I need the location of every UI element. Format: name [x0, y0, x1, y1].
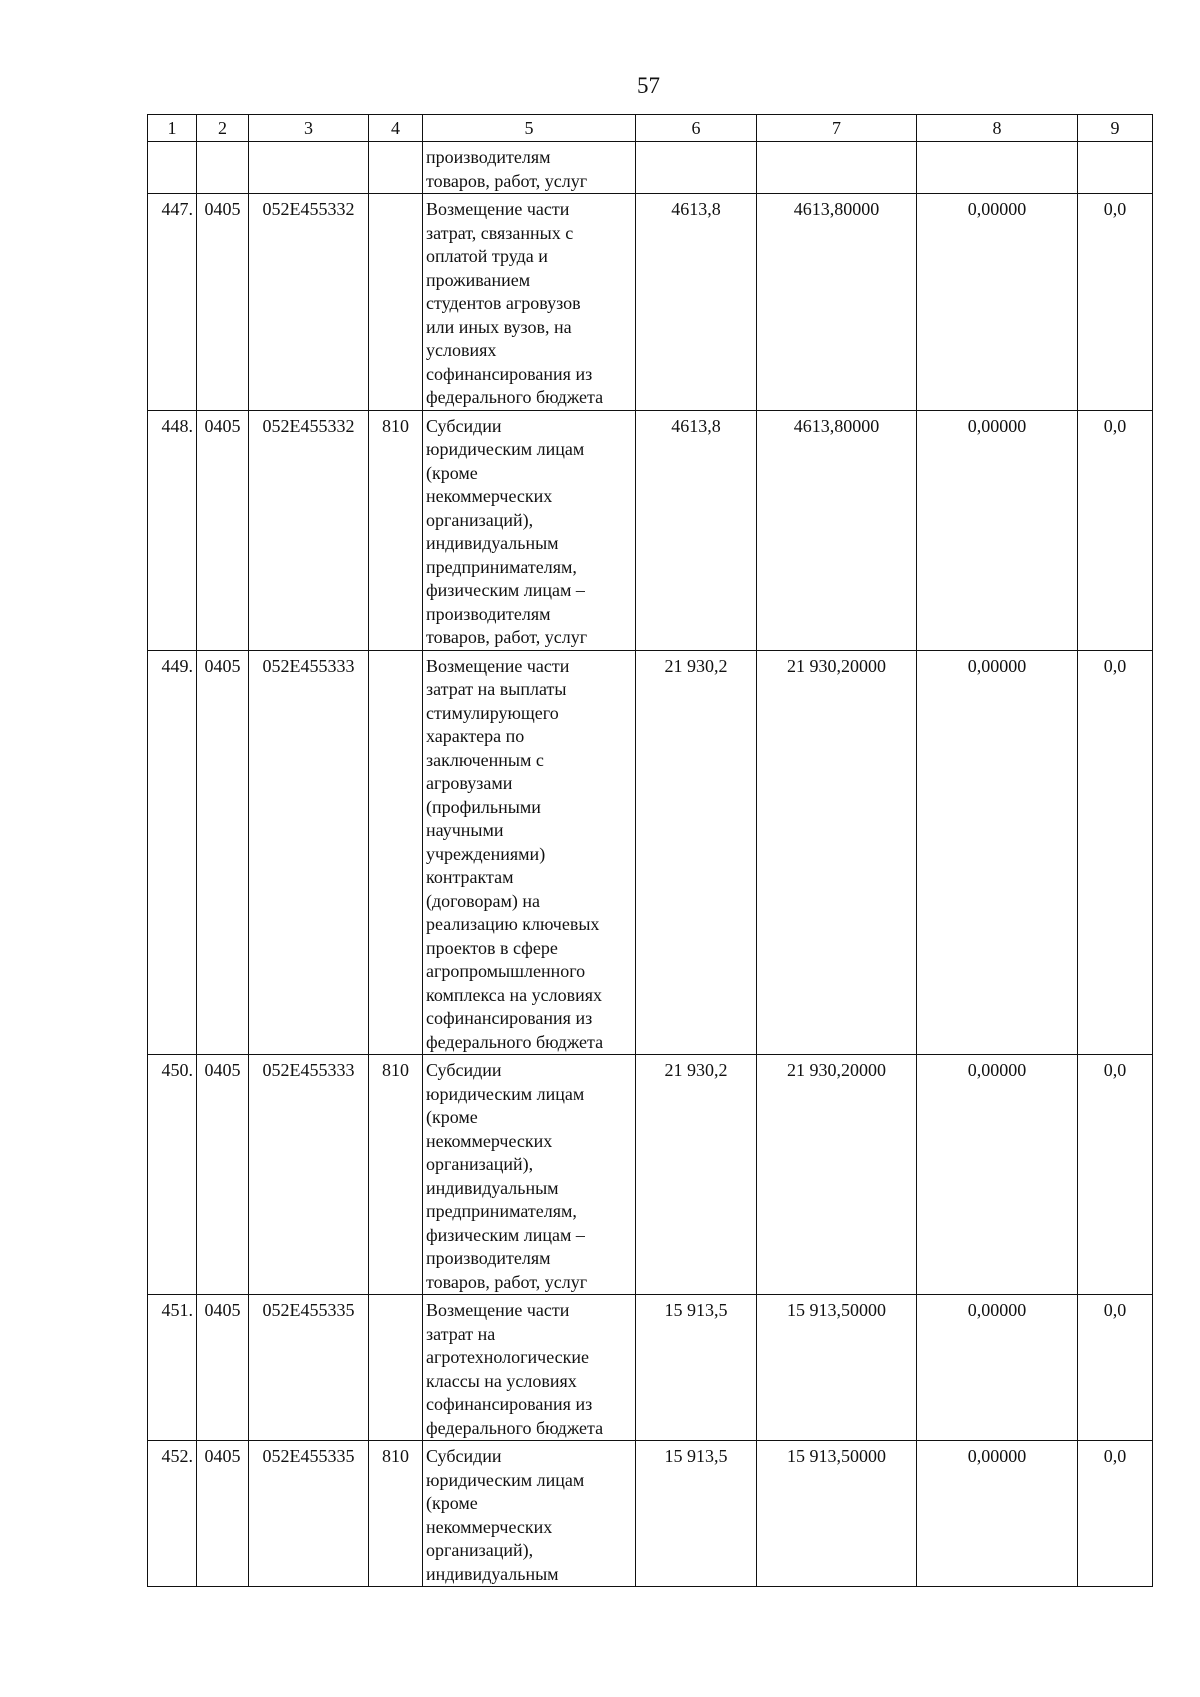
description-line: Субсидии — [426, 415, 502, 436]
target-article-code-cell: 052E455332 — [249, 194, 369, 411]
column-header: 4 — [369, 115, 423, 142]
deviation-amount-cell: 0,00000 — [917, 1295, 1078, 1441]
description-cell — [423, 1295, 636, 1441]
description-line: проживанием — [426, 269, 531, 290]
section-code-cell: 0405 — [197, 650, 249, 1055]
column-header: 9 — [1078, 115, 1153, 142]
percent-value-cell — [1078, 142, 1153, 194]
table-row — [148, 142, 1153, 194]
executed-amount-cell: 4613,80000 — [757, 410, 917, 650]
table-row — [148, 650, 1153, 1055]
target-article-code-cell: 052E455333 — [249, 1055, 369, 1295]
table-row — [148, 1055, 1153, 1295]
description-cell — [423, 1441, 636, 1587]
description-line: индивидуальным — [426, 1563, 559, 1584]
description-line: юридическим лицам — [426, 1469, 585, 1490]
description-line: проектов в сфере — [426, 937, 558, 958]
description-line: агропромышленного — [426, 961, 586, 981]
expense-type-code-cell — [369, 142, 423, 194]
expense-type-code-cell — [369, 194, 423, 411]
executed-amount-cell: 21 930,20000 — [757, 1055, 917, 1295]
deviation-amount-cell: 0,00000 — [917, 650, 1078, 1055]
percent-value-cell: 0,0 — [1078, 1055, 1153, 1295]
executed-amount-cell: 15 913,50000 — [757, 1441, 917, 1587]
planned-amount-cell: 21 930,2 — [636, 1055, 757, 1295]
description-line: контрактам — [426, 867, 514, 887]
description-line: предпринимателям, — [426, 1201, 577, 1221]
description-line: организаций), — [426, 1154, 534, 1174]
target-article-code-cell: 052E455335 — [249, 1295, 369, 1441]
target-article-code-cell: 052E455332 — [249, 410, 369, 650]
percent-value-cell: 0,0 — [1078, 1295, 1153, 1441]
table-body — [148, 142, 1153, 1587]
description-line: затрат, связанных с — [426, 222, 574, 243]
deviation-amount-cell: 0,00000 — [917, 1441, 1078, 1587]
description-line: софинансирования из — [426, 1008, 593, 1028]
description-line: Субсидии — [426, 1060, 502, 1080]
description-line: условиях — [426, 340, 497, 360]
expense-type-code-cell — [369, 650, 423, 1055]
row-number-cell: 452. — [148, 1441, 197, 1587]
table-row — [148, 1441, 1153, 1587]
description-line: некоммерческих — [426, 1130, 553, 1151]
description-line: (договорам) на — [426, 890, 540, 911]
description-line: (кроме — [426, 1107, 478, 1127]
description-line: предпринимателям, — [426, 556, 577, 577]
planned-amount-cell: 15 913,5 — [636, 1441, 757, 1587]
description-line: товаров, работ, услуг — [426, 1271, 588, 1292]
target-article-code-cell: 052E455335 — [249, 1441, 369, 1587]
description-line: (кроме — [426, 1493, 478, 1513]
description-line: физическим лицам – — [426, 1224, 585, 1245]
expense-type-code-cell — [369, 1295, 423, 1441]
expense-type-code-cell: 810 — [369, 1441, 423, 1587]
description-line: федерального бюджета — [426, 387, 604, 407]
description-line: производителям — [426, 603, 551, 624]
description-cell — [423, 1055, 636, 1295]
header-row — [148, 115, 1153, 142]
description-line: агровузами — [426, 773, 513, 793]
description-line: товаров, работ, услуг — [426, 627, 588, 647]
planned-amount-cell: 4613,8 — [636, 194, 757, 411]
description-line: классы на условиях — [426, 1370, 577, 1391]
description-line: Субсидии — [426, 1446, 502, 1466]
planned-amount-cell: 4613,8 — [636, 410, 757, 650]
table-row — [148, 410, 1153, 650]
target-article-code-cell: 052E455333 — [249, 650, 369, 1055]
description-line: оплатой труда и — [426, 246, 548, 266]
description-line: федерального бюджета — [426, 1031, 604, 1052]
description-cell — [423, 194, 636, 411]
description-line: характера по — [426, 726, 525, 746]
description-line: комплекса на условиях — [426, 984, 602, 1005]
row-number-cell — [148, 142, 197, 194]
section-code-cell — [197, 142, 249, 194]
percent-value-cell: 0,0 — [1078, 194, 1153, 411]
deviation-amount-cell — [917, 142, 1078, 194]
description-line: реализацию ключевых — [426, 914, 600, 934]
description-cell — [423, 410, 636, 650]
row-number-cell: 451. — [148, 1295, 197, 1441]
column-header: 6 — [636, 115, 757, 142]
column-header: 2 — [197, 115, 249, 142]
expense-type-code-cell: 810 — [369, 410, 423, 650]
percent-value-cell: 0,0 — [1078, 650, 1153, 1055]
description-line: федерального бюджета — [426, 1417, 604, 1438]
description-line: агротехнологические — [426, 1347, 589, 1367]
column-header: 3 — [249, 115, 369, 142]
budget-table — [147, 114, 1153, 1587]
percent-value-cell: 0,0 — [1078, 410, 1153, 650]
table-row — [148, 194, 1153, 411]
executed-amount-cell: 21 930,20000 — [757, 650, 917, 1055]
planned-amount-cell: 15 913,5 — [636, 1295, 757, 1441]
planned-amount-cell: 21 930,2 — [636, 650, 757, 1055]
percent-value-cell: 0,0 — [1078, 1441, 1153, 1587]
description-line: (профильными — [426, 796, 541, 817]
column-header: 1 — [148, 115, 197, 142]
description-line: (кроме — [426, 462, 478, 483]
column-header: 8 — [917, 115, 1078, 142]
deviation-amount-cell: 0,00000 — [917, 1055, 1078, 1295]
row-number-cell: 449. — [148, 650, 197, 1055]
executed-amount-cell: 4613,80000 — [757, 194, 917, 411]
description-line: научными — [426, 820, 504, 840]
section-code-cell: 0405 — [197, 194, 249, 411]
description-line: производителям — [426, 1248, 551, 1268]
section-code-cell: 0405 — [197, 410, 249, 650]
description-line: студентов агровузов — [426, 293, 581, 313]
description-line: Возмещение части — [426, 1300, 570, 1320]
description-line: затрат на — [426, 1323, 496, 1344]
row-number-cell: 448. — [148, 410, 197, 650]
description-line: учреждениями) — [426, 843, 546, 864]
executed-amount-cell — [757, 142, 917, 194]
description-line: софинансирования из — [426, 1394, 593, 1414]
description-line: Возмещение части — [426, 655, 570, 676]
description-line: товаров, работ, услуг — [426, 170, 588, 191]
description-line: или иных вузов, на — [426, 316, 572, 337]
description-line: софинансирования из — [426, 363, 593, 384]
description-line: юридическим лицам — [426, 1083, 585, 1104]
row-number-cell: 450. — [148, 1055, 197, 1295]
description-cell — [423, 650, 636, 1055]
section-code-cell: 0405 — [197, 1055, 249, 1295]
deviation-amount-cell: 0,00000 — [917, 194, 1078, 411]
description-line: производителям — [426, 147, 551, 167]
executed-amount-cell: 15 913,50000 — [757, 1295, 917, 1441]
planned-amount-cell — [636, 142, 757, 194]
description-line: организаций), — [426, 509, 534, 530]
page-number: 57 — [637, 73, 660, 98]
description-cell — [423, 142, 636, 194]
row-number-cell: 447. — [148, 194, 197, 411]
description-line: Возмещение части — [426, 199, 570, 219]
section-code-cell: 0405 — [197, 1441, 249, 1587]
description-line: стимулирующего — [426, 702, 559, 723]
column-header: 7 — [757, 115, 917, 142]
target-article-code-cell — [249, 142, 369, 194]
description-line: некоммерческих — [426, 486, 553, 506]
description-line: заключенным с — [426, 749, 544, 770]
description-line: некоммерческих — [426, 1516, 553, 1537]
column-header: 5 — [423, 115, 636, 142]
expense-type-code-cell: 810 — [369, 1055, 423, 1295]
table-row — [148, 1295, 1153, 1441]
description-line: затрат на выплаты — [426, 679, 567, 699]
description-line: юридическим лицам — [426, 439, 585, 459]
deviation-amount-cell: 0,00000 — [917, 410, 1078, 650]
description-line: индивидуальным — [426, 1177, 559, 1198]
description-line: физическим лицам – — [426, 580, 585, 600]
section-code-cell: 0405 — [197, 1295, 249, 1441]
description-line: организаций), — [426, 1540, 534, 1560]
description-line: индивидуальным — [426, 533, 559, 553]
